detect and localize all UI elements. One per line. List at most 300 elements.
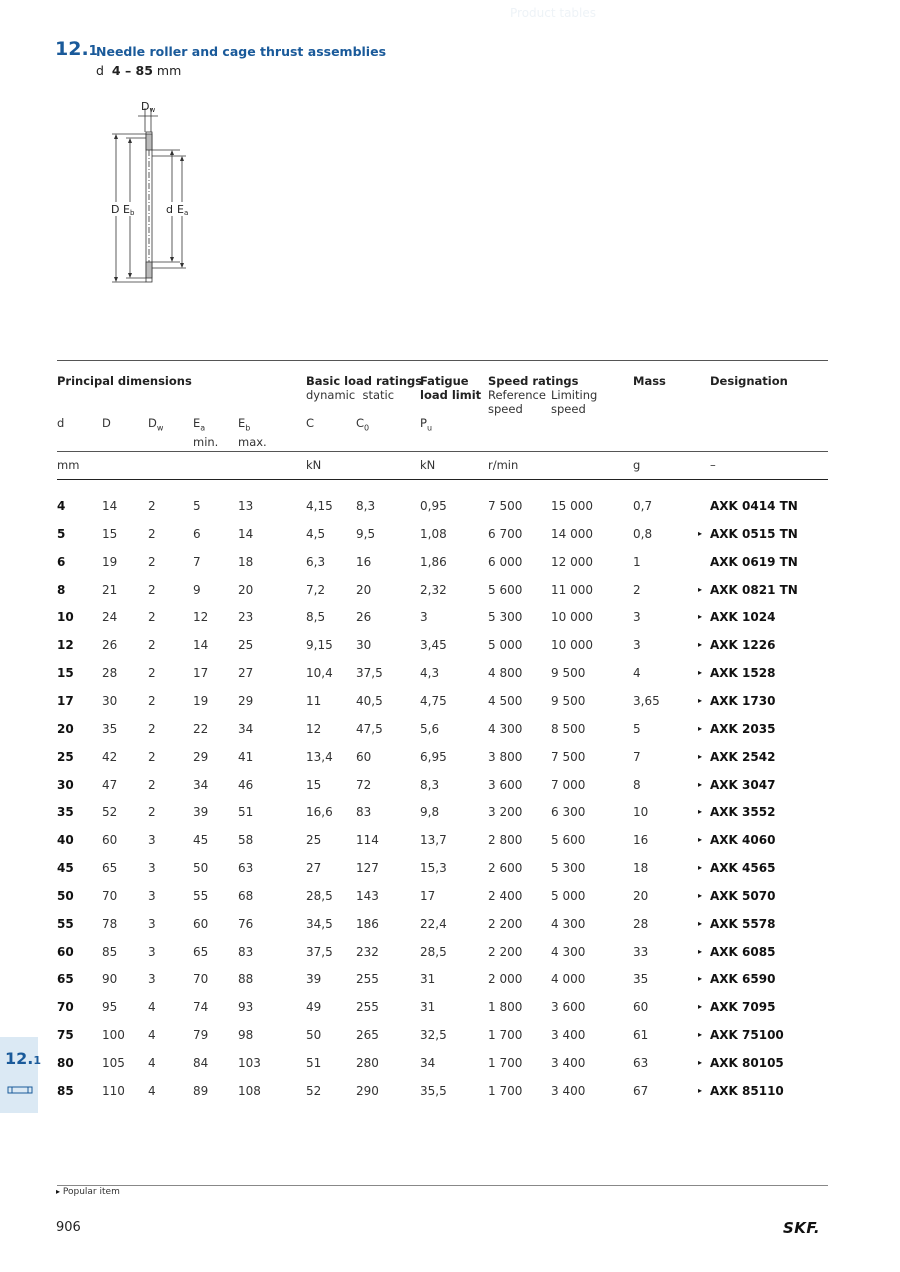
- cell-mass: 28: [633, 917, 649, 931]
- cell-D: 78: [102, 917, 118, 931]
- header-speed: Speed ratings: [488, 374, 579, 388]
- cell-limiting-speed: 5 300: [551, 861, 586, 875]
- cell-Eb: 88: [238, 972, 254, 986]
- cell-d: 80: [57, 1056, 74, 1070]
- cell-Ea: 89: [193, 1084, 209, 1098]
- cell-C: 8,5: [306, 610, 326, 624]
- cell-Pu: 31: [420, 1000, 436, 1014]
- cell-Dw: 4: [148, 1084, 156, 1098]
- dimension-range: d 4 – 85 mm: [96, 63, 182, 78]
- cell-C0: 127: [356, 861, 379, 875]
- cell-mass: 0,8: [633, 527, 653, 541]
- cell-reference-speed: 6 000: [488, 555, 523, 569]
- cell-d: 15: [57, 666, 74, 680]
- cell-limiting-speed: 15 000: [551, 499, 593, 513]
- cell-d: 60: [57, 945, 74, 959]
- cell-reference-speed: 2 000: [488, 972, 523, 986]
- cell-reference-speed: 3 800: [488, 750, 523, 764]
- cell-Dw: 2: [148, 722, 156, 736]
- cell-limiting-speed: 9 500: [551, 666, 586, 680]
- popular-item-icon: ▸: [698, 1086, 703, 1095]
- cell-mass: 3: [633, 610, 641, 624]
- cell-mass: 1: [633, 555, 641, 569]
- cell-designation[interactable]: AXK 75100: [710, 1028, 784, 1042]
- cell-C: 10,4: [306, 666, 333, 680]
- cell-Dw: 3: [148, 945, 156, 959]
- cell-C: 11: [306, 694, 322, 708]
- popular-item-icon: ▸: [698, 835, 703, 844]
- cell-reference-speed: 6 700: [488, 527, 523, 541]
- popular-item-icon: ▸: [698, 612, 703, 621]
- cell-Pu: 5,6: [420, 722, 440, 736]
- popular-item-icon: ▸: [698, 585, 703, 594]
- cell-C0: 186: [356, 917, 379, 931]
- cell-C: 39: [306, 972, 322, 986]
- label-D: D: [111, 203, 120, 216]
- cell-limiting-speed: 14 000: [551, 527, 593, 541]
- cell-Ea: 9: [193, 583, 201, 597]
- cell-Eb: 83: [238, 945, 254, 959]
- cell-C: 51: [306, 1056, 322, 1070]
- cell-Eb: 93: [238, 1000, 254, 1014]
- cell-Dw: 2: [148, 638, 156, 652]
- cell-Pu: 3: [420, 610, 428, 624]
- popular-item-icon: ▸: [698, 1058, 703, 1067]
- cell-reference-speed: 2 800: [488, 833, 523, 847]
- cell-Dw: 2: [148, 750, 156, 764]
- popular-item-icon: ▸: [698, 947, 703, 956]
- cell-mass: 61: [633, 1028, 649, 1042]
- cell-mass: 67: [633, 1084, 649, 1098]
- symbol-C: C: [306, 416, 315, 430]
- cell-C0: 8,3: [356, 499, 376, 513]
- cell-Dw: 2: [148, 555, 156, 569]
- cell-mass: 0,7: [633, 499, 653, 513]
- header-principal: Principal dimensions: [57, 374, 192, 388]
- cell-Ea: 6: [193, 527, 201, 541]
- cell-D: 95: [102, 1000, 118, 1014]
- cell-d: 40: [57, 833, 74, 847]
- cell-C: 12: [306, 722, 322, 736]
- cell-reference-speed: 1 700: [488, 1084, 523, 1098]
- cell-d: 30: [57, 778, 74, 792]
- cell-Dw: 3: [148, 917, 156, 931]
- cell-reference-speed: 5 600: [488, 583, 523, 597]
- cell-Eb: 14: [238, 527, 254, 541]
- cell-reference-speed: 4 500: [488, 694, 523, 708]
- cell-Pu: 8,3: [420, 778, 440, 792]
- cell-Eb: 51: [238, 805, 254, 819]
- popular-item-icon: ▸: [698, 807, 703, 816]
- cell-Ea: 79: [193, 1028, 209, 1042]
- cell-mass: 8: [633, 778, 641, 792]
- popular-note: ▸ Popular item: [56, 1187, 120, 1197]
- cell-C0: 290: [356, 1084, 379, 1098]
- cell-C0: 60: [356, 750, 372, 764]
- cell-mass: 10: [633, 805, 649, 819]
- cell-C0: 72: [356, 778, 372, 792]
- cell-Dw: 2: [148, 694, 156, 708]
- cell-mass: 3: [633, 638, 641, 652]
- cell-D: 60: [102, 833, 118, 847]
- cell-C: 15: [306, 778, 322, 792]
- cell-C: 13,4: [306, 750, 333, 764]
- popular-item-icon: ▸: [698, 668, 703, 677]
- cell-Eb: 98: [238, 1028, 254, 1042]
- cell-C0: 40,5: [356, 694, 383, 708]
- popular-item-icon: ▸: [698, 780, 703, 789]
- cell-mass: 18: [633, 861, 649, 875]
- header-speed-lim: Limiting speed: [551, 388, 598, 416]
- label-dw: Dw: [141, 100, 156, 114]
- cell-limiting-speed: 3 400: [551, 1056, 586, 1070]
- cell-Pu: 4,75: [420, 694, 447, 708]
- label-ea: Ea: [177, 203, 189, 217]
- cell-Eb: 58: [238, 833, 254, 847]
- cell-limiting-speed: 5 000: [551, 889, 586, 903]
- cell-C0: 9,5: [356, 527, 376, 541]
- cell-Eb: 18: [238, 555, 254, 569]
- cell-Ea: 70: [193, 972, 209, 986]
- cell-C0: 83: [356, 805, 372, 819]
- cell-Ea: 29: [193, 750, 209, 764]
- header-basic-load: Basic load ratings: [306, 374, 423, 388]
- cell-designation[interactable]: AXK 0414 TN: [710, 499, 798, 513]
- cell-designation[interactable]: AXK 85110: [710, 1084, 784, 1098]
- cell-reference-speed: 3 600: [488, 778, 523, 792]
- unit-kN: kN: [306, 458, 322, 472]
- cell-Eb: 103: [238, 1056, 261, 1070]
- cell-Ea: 50: [193, 861, 209, 875]
- cell-limiting-speed: 3 600: [551, 1000, 586, 1014]
- unit-kN-fatigue: kN: [420, 458, 436, 472]
- units-bottom-rule: [57, 479, 828, 480]
- cell-designation[interactable]: AXK 2542: [710, 750, 776, 764]
- cell-D: 24: [102, 610, 118, 624]
- cell-reference-speed: 4 300: [488, 722, 523, 736]
- cell-Pu: 31: [420, 972, 436, 986]
- cell-limiting-speed: 7 000: [551, 778, 586, 792]
- cell-limiting-speed: 4 300: [551, 945, 586, 959]
- cell-designation[interactable]: AXK 0515 TN: [710, 527, 798, 541]
- popular-item-icon: ▸: [698, 640, 703, 649]
- cell-designation[interactable]: AXK 6085: [710, 945, 776, 959]
- cell-d: 6: [57, 555, 66, 569]
- symbol-Eb: $E_b$ max.: [238, 416, 267, 450]
- cell-Pu: 4,3: [420, 666, 440, 680]
- cell-Pu: 9,8: [420, 805, 440, 819]
- cell-D: 42: [102, 750, 118, 764]
- cell-mass: 3,65: [633, 694, 660, 708]
- cell-Eb: 27: [238, 666, 254, 680]
- cell-C: 49: [306, 1000, 322, 1014]
- cell-Ea: 14: [193, 638, 209, 652]
- cell-mass: 20: [633, 889, 649, 903]
- cell-C0: 20: [356, 583, 372, 597]
- cell-C0: 143: [356, 889, 379, 903]
- cell-C: 25: [306, 833, 322, 847]
- cell-designation[interactable]: AXK 4565: [710, 861, 776, 875]
- cell-C0: 47,5: [356, 722, 383, 736]
- cell-Dw: 4: [148, 1028, 156, 1042]
- cell-reference-speed: 4 800: [488, 666, 523, 680]
- cell-Pu: 13,7: [420, 833, 447, 847]
- cell-Ea: 84: [193, 1056, 209, 1070]
- cell-designation[interactable]: AXK 80105: [710, 1056, 784, 1070]
- symbol-Dw: $D_w$: [148, 416, 164, 433]
- cell-Pu: 28,5: [420, 945, 447, 959]
- cell-C0: 37,5: [356, 666, 383, 680]
- cell-C0: 114: [356, 833, 379, 847]
- cell-designation[interactable]: AXK 3552: [710, 805, 776, 819]
- cell-d: 70: [57, 1000, 74, 1014]
- cell-limiting-speed: 8 500: [551, 722, 586, 736]
- cell-Pu: 1,86: [420, 555, 447, 569]
- cell-C: 16,6: [306, 805, 333, 819]
- cell-C: 50: [306, 1028, 322, 1042]
- popular-item-icon: ▸: [698, 1002, 703, 1011]
- cell-d: 45: [57, 861, 74, 875]
- cell-Ea: 74: [193, 1000, 209, 1014]
- cell-Dw: 2: [148, 527, 156, 541]
- cell-designation[interactable]: AXK 1024: [710, 610, 776, 624]
- popular-item-icon: ▸: [698, 724, 703, 733]
- cell-reference-speed: 1 700: [488, 1056, 523, 1070]
- cell-reference-speed: 3 200: [488, 805, 523, 819]
- cell-reference-speed: 5 300: [488, 610, 523, 624]
- popular-item-icon: ▸: [698, 863, 703, 872]
- cell-Ea: 19: [193, 694, 209, 708]
- cell-Dw: 2: [148, 583, 156, 597]
- side-tab-number: 12.1: [5, 1049, 41, 1068]
- popular-item-icon: ▸: [698, 696, 703, 705]
- cell-designation[interactable]: AXK 4060: [710, 833, 776, 847]
- cell-limiting-speed: 4 300: [551, 917, 586, 931]
- skf-logo: SKF.: [783, 1219, 821, 1237]
- cell-C0: 280: [356, 1056, 379, 1070]
- section-title: Needle roller and cage thrust assemblies: [96, 44, 387, 59]
- footer-rule: [57, 1185, 828, 1186]
- cell-Eb: 68: [238, 889, 254, 903]
- cell-Pu: 22,4: [420, 917, 447, 931]
- cell-D: 65: [102, 861, 118, 875]
- cell-Dw: 3: [148, 972, 156, 986]
- cell-designation[interactable]: AXK 0821 TN: [710, 583, 798, 597]
- cell-D: 52: [102, 805, 118, 819]
- cell-Dw: 2: [148, 610, 156, 624]
- cell-Ea: 39: [193, 805, 209, 819]
- popular-item-icon: ▸: [698, 974, 703, 983]
- cell-C0: 26: [356, 610, 372, 624]
- cell-C0: 255: [356, 972, 379, 986]
- cell-Ea: 45: [193, 833, 209, 847]
- cell-Eb: 76: [238, 917, 254, 931]
- cell-reference-speed: 7 500: [488, 499, 523, 513]
- cell-designation[interactable]: AXK 1528: [710, 666, 776, 680]
- cell-d: 25: [57, 750, 74, 764]
- cell-limiting-speed: 6 300: [551, 805, 586, 819]
- symbol-d: d: [57, 416, 65, 430]
- unit-rmin: r/min: [488, 458, 519, 472]
- header-tag: Product tables: [510, 6, 597, 20]
- cell-reference-speed: 2 200: [488, 945, 523, 959]
- cell-mass: 60: [633, 1000, 649, 1014]
- header-fatigue-2: load limit: [420, 388, 482, 402]
- cell-D: 110: [102, 1084, 125, 1098]
- cell-C: 34,5: [306, 917, 333, 931]
- cell-Pu: 32,5: [420, 1028, 447, 1042]
- cell-Ea: 12: [193, 610, 209, 624]
- cell-Pu: 0,95: [420, 499, 447, 513]
- symbol-Pu: $P_u$: [420, 416, 433, 433]
- cell-C: 9,15: [306, 638, 333, 652]
- cell-Eb: 20: [238, 583, 254, 597]
- cell-mass: 33: [633, 945, 649, 959]
- popular-item-icon: ▸: [698, 1030, 703, 1039]
- cell-Ea: 34: [193, 778, 209, 792]
- symbol-C0: $C_0$: [356, 416, 370, 433]
- cell-D: 26: [102, 638, 118, 652]
- cell-Eb: 108: [238, 1084, 261, 1098]
- cell-Ea: 65: [193, 945, 209, 959]
- cell-designation[interactable]: AXK 7095: [710, 1000, 776, 1014]
- cell-designation[interactable]: AXK 2035: [710, 722, 776, 736]
- cell-D: 14: [102, 499, 118, 513]
- cell-Dw: 3: [148, 833, 156, 847]
- cell-Dw: 2: [148, 499, 156, 513]
- cell-d: 35: [57, 805, 74, 819]
- cell-Ea: 5: [193, 499, 201, 513]
- cell-Pu: 15,3: [420, 861, 447, 875]
- cell-D: 90: [102, 972, 118, 986]
- needle-bearing-icon: [7, 1085, 33, 1095]
- cell-d: 10: [57, 610, 74, 624]
- header-fatigue-1: Fatigue: [420, 374, 469, 388]
- cell-Eb: 13: [238, 499, 254, 513]
- cell-Pu: 17: [420, 889, 436, 903]
- cell-D: 85: [102, 945, 118, 959]
- unit-g: g: [633, 458, 641, 472]
- cell-D: 19: [102, 555, 118, 569]
- popular-item-icon: ▸: [698, 529, 703, 538]
- cell-reference-speed: 1 700: [488, 1028, 523, 1042]
- cell-Dw: 4: [148, 1056, 156, 1070]
- cell-reference-speed: 2 600: [488, 861, 523, 875]
- cell-Dw: 4: [148, 1000, 156, 1014]
- cell-Eb: 63: [238, 861, 254, 875]
- header-speed-ref: Reference speed: [488, 388, 546, 416]
- units-top-rule: [57, 451, 828, 452]
- cell-d: 12: [57, 638, 74, 652]
- cell-Ea: 7: [193, 555, 201, 569]
- cell-designation[interactable]: AXK 6590: [710, 972, 776, 986]
- cell-D: 28: [102, 666, 118, 680]
- cell-C0: 232: [356, 945, 379, 959]
- cell-designation[interactable]: AXK 0619 TN: [710, 555, 798, 569]
- cell-D: 100: [102, 1028, 125, 1042]
- cell-limiting-speed: 7 500: [551, 750, 586, 764]
- cell-D: 30: [102, 694, 118, 708]
- header-designation: Designation: [710, 374, 788, 388]
- popular-item-icon: ▸: [698, 919, 703, 928]
- cell-Eb: 46: [238, 778, 254, 792]
- cell-mass: 5: [633, 722, 641, 736]
- cell-mass: 63: [633, 1056, 649, 1070]
- cell-d: 8: [57, 583, 66, 597]
- cell-C0: 265: [356, 1028, 379, 1042]
- cell-designation[interactable]: AXK 1226: [710, 638, 776, 652]
- cell-mass: 2: [633, 583, 641, 597]
- cell-Dw: 2: [148, 778, 156, 792]
- cell-C: 28,5: [306, 889, 333, 903]
- cell-Pu: 34: [420, 1056, 436, 1070]
- cell-reference-speed: 1 800: [488, 1000, 523, 1014]
- cell-Ea: 60: [193, 917, 209, 931]
- unit-dash: –: [710, 458, 716, 472]
- cell-d: 75: [57, 1028, 74, 1042]
- cell-C0: 255: [356, 1000, 379, 1014]
- cell-limiting-speed: 3 400: [551, 1084, 586, 1098]
- cell-Pu: 2,32: [420, 583, 447, 597]
- cell-designation[interactable]: AXK 1730: [710, 694, 776, 708]
- cell-mass: 7: [633, 750, 641, 764]
- cell-Eb: 29: [238, 694, 254, 708]
- cell-designation[interactable]: AXK 3047: [710, 778, 776, 792]
- cell-limiting-speed: 9 500: [551, 694, 586, 708]
- cell-C0: 30: [356, 638, 372, 652]
- cell-Dw: 2: [148, 666, 156, 680]
- popular-item-icon: ▸: [698, 891, 703, 900]
- cell-Dw: 2: [148, 805, 156, 819]
- cell-limiting-speed: 10 000: [551, 610, 593, 624]
- label-eb: Eb: [123, 203, 135, 217]
- cell-mass: 35: [633, 972, 649, 986]
- cell-d: 4: [57, 499, 66, 513]
- cell-Ea: 55: [193, 889, 209, 903]
- cell-limiting-speed: 4 000: [551, 972, 586, 986]
- cell-Ea: 22: [193, 722, 209, 736]
- cell-limiting-speed: 3 400: [551, 1028, 586, 1042]
- cell-reference-speed: 2 400: [488, 889, 523, 903]
- cell-C: 27: [306, 861, 322, 875]
- symbol-Ea: $E_a$ min.: [193, 416, 219, 450]
- section-number: 12.1: [55, 38, 98, 60]
- cell-D: 70: [102, 889, 118, 903]
- cell-Ea: 17: [193, 666, 209, 680]
- cell-limiting-speed: 12 000: [551, 555, 593, 569]
- cell-d: 5: [57, 527, 66, 541]
- label-d: d: [166, 203, 173, 216]
- popular-item-icon: ▸: [698, 752, 703, 761]
- cell-D: 21: [102, 583, 118, 597]
- header-mass: Mass: [633, 374, 666, 388]
- cell-designation[interactable]: AXK 5578: [710, 917, 776, 931]
- cell-Eb: 34: [238, 722, 254, 736]
- unit-mm: mm: [57, 458, 80, 472]
- cell-D: 35: [102, 722, 118, 736]
- cell-designation[interactable]: AXK 5070: [710, 889, 776, 903]
- header-basic-load-sub: dynamic static: [306, 388, 395, 402]
- cell-limiting-speed: 5 600: [551, 833, 586, 847]
- cell-limiting-speed: 10 000: [551, 638, 593, 652]
- table-top-rule: [57, 360, 828, 361]
- cell-C: 7,2: [306, 583, 326, 597]
- cell-Dw: 3: [148, 889, 156, 903]
- bearing-drawing: [100, 96, 210, 291]
- cell-C: 52: [306, 1084, 322, 1098]
- cell-Eb: 25: [238, 638, 254, 652]
- cell-D: 47: [102, 778, 118, 792]
